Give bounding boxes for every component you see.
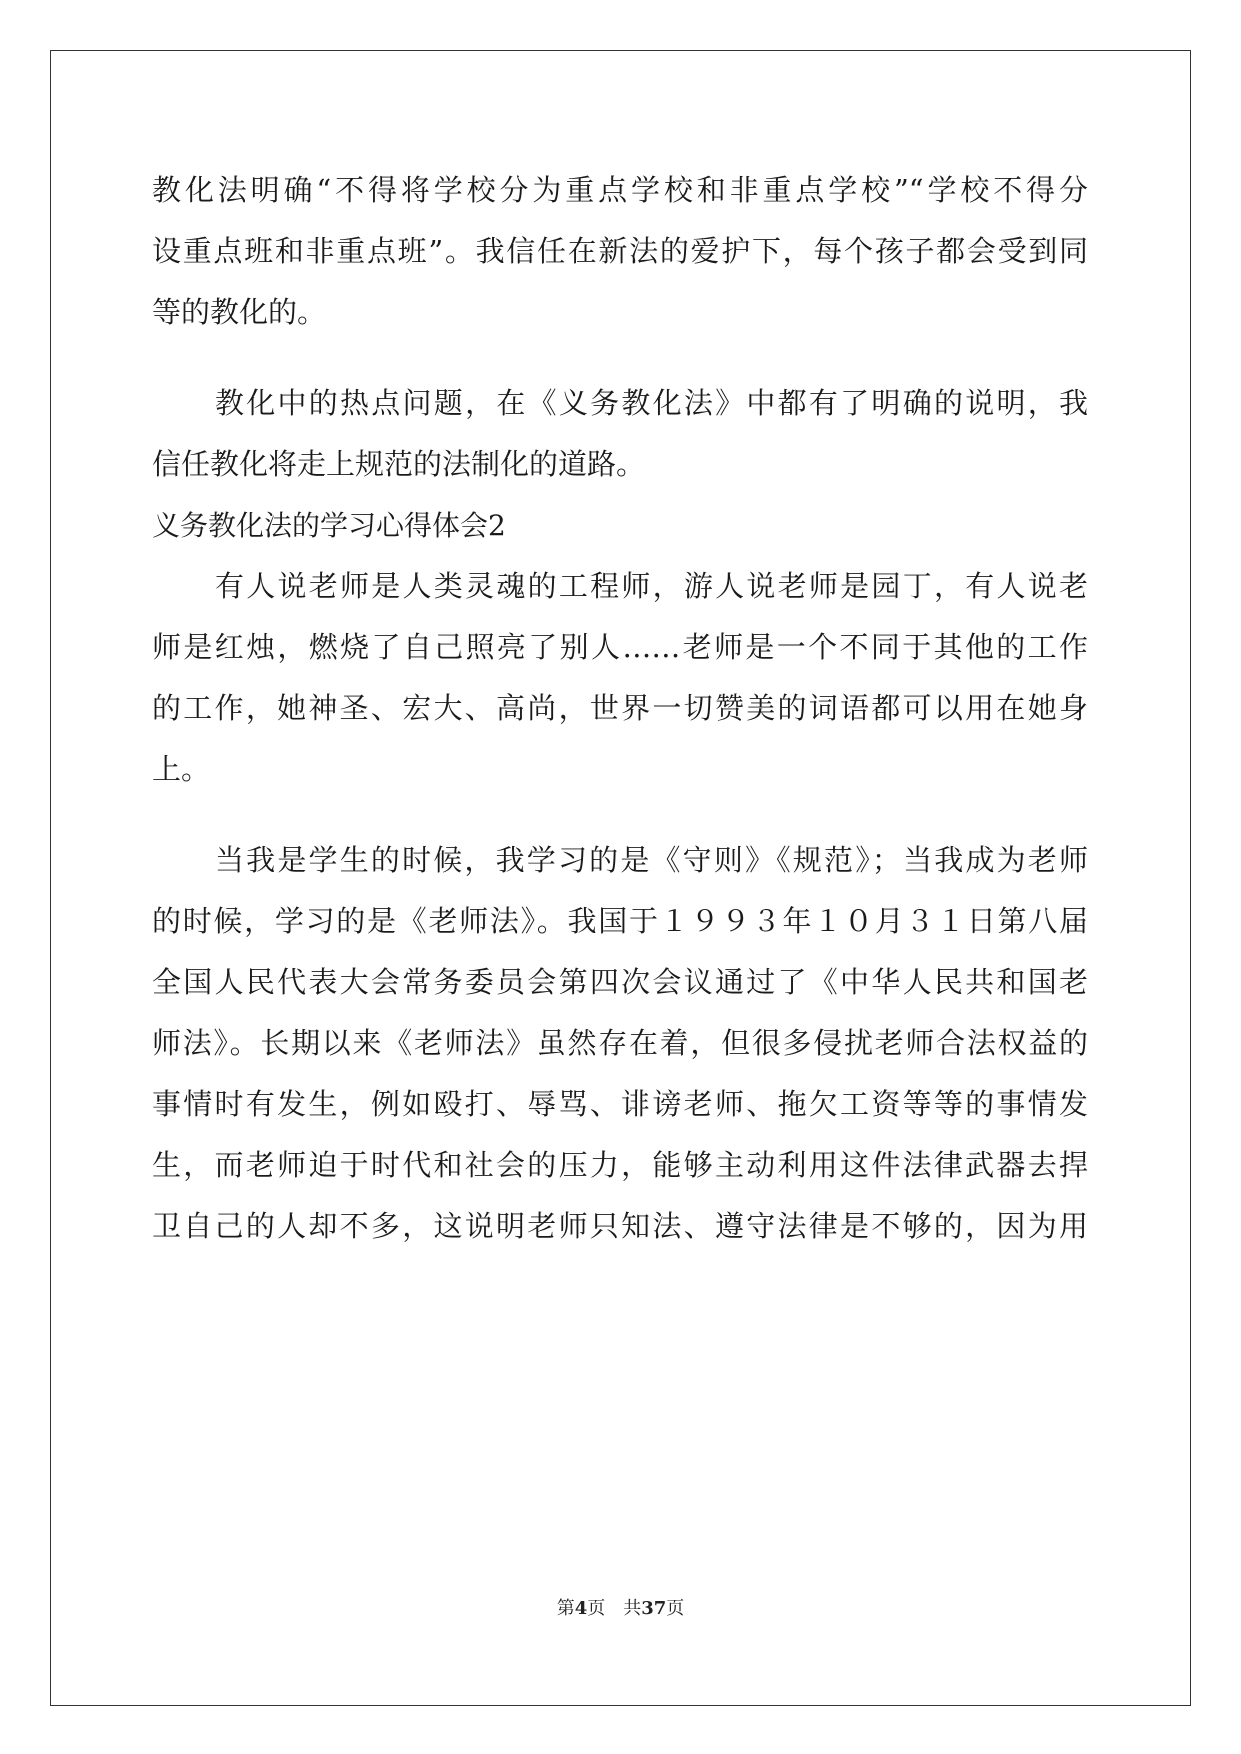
page-footer [0,1594,1241,1620]
footer-page-prefix: 第 [556,1598,575,1619]
paragraph-4-line-3: 全国人民代表大会常务委员会第四次会议通过了《中华人民共和国老 [152,965,1088,999]
footer-page-suffix: 页 [587,1598,606,1619]
paragraph-4-line-7: 卫自己的人却不多，这说明老师只知法、遵守法律是不够的，因为用 [152,1209,1088,1243]
footer-total-prefix: 共 [623,1598,642,1619]
footer-page-number: 4 [574,1598,588,1619]
paragraph-4-line-1: 当我是学生的时候，我学习的是《守则》《规范》；当我成为老师 [215,843,1088,877]
paragraph-1-line-2: 设重点班和非重点班”。我信任在新法的爱护下，每个孩子都会受到同 [152,234,1088,268]
paragraph-4-line-2: 的时候，学习的是《老师法》。我国于１９９３年１０月３１日第八届 [152,904,1088,938]
paragraph-4-line-5: 事情时有发生，例如殴打、辱骂、诽谤老师、拖欠工资等等的事情发 [152,1087,1088,1121]
paragraph-4-line-4: 师法》。长期以来《老师法》虽然存在着，但很多侵扰老师合法权益的 [152,1026,1088,1060]
paragraph-3-line-4: 上。 [152,752,211,786]
section-heading: 义务教化法的学习心得体会2 [152,509,506,542]
paragraph-3-line-2: 师是红烛，燃烧了自己照亮了别人……老师是一个不同于其他的工作 [152,630,1088,664]
paragraph-1-line-1: 教化法明确“不得将学校分为重点学校和非重点学校”“学校不得分 [152,173,1088,207]
paragraph-2-line-1: 教化中的热点问题，在《义务教化法》中都有了明确的说明，我 [215,386,1088,420]
footer-total-pages: 37 [641,1598,667,1619]
paragraph-3-line-3: 的工作，她神圣、宏大、高尚，世界一切赞美的词语都可以用在她身 [152,691,1088,725]
paragraph-2-line-2: 信任教化将走上规范的法制化的道路。 [152,447,646,481]
document-body [152,160,1088,1257]
paragraph-4-line-6: 生，而老师迫于时代和社会的压力，能够主动利用这件法律武器去捍 [152,1148,1088,1182]
paragraph-1-line-3: 等的教化的。 [152,295,327,329]
footer-total-suffix: 页 [666,1598,685,1619]
paragraph-3-line-1: 有人说老师是人类灵魂的工程师，游人说老师是园丁，有人说老 [215,569,1088,603]
